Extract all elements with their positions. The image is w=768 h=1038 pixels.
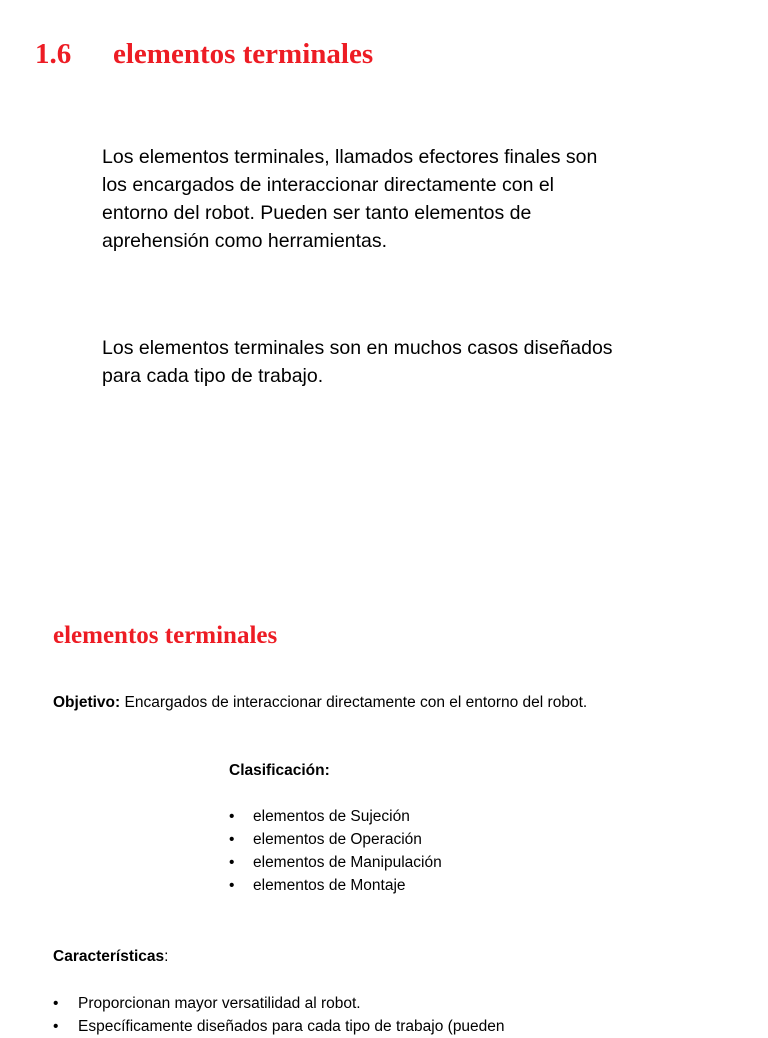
classification-item: elementos de Manipulación	[253, 854, 442, 871]
classification-item: elementos de Sujeción	[253, 808, 410, 825]
characteristics-list	[53, 992, 505, 1038]
summary-title: elementos terminales	[53, 622, 278, 649]
slide-summary	[0, 580, 768, 1035]
bullet-icon: •	[229, 808, 235, 825]
classification-heading: Clasificación:	[229, 762, 330, 779]
characteristics-heading-text: Características	[53, 948, 165, 965]
bullet-icon: •	[229, 854, 235, 871]
intro-paragraph-line: Los elementos terminales, llamados efectores finales son	[102, 146, 598, 168]
intro-paragraph	[102, 143, 702, 255]
objective-line	[53, 692, 587, 714]
objective-text: Encargados de interaccionar directamente con el entorno del robot.	[124, 694, 588, 711]
list-item	[229, 851, 442, 874]
bullet-icon: •	[229, 877, 235, 894]
objective-label: Objetivo:	[53, 694, 121, 711]
characteristics-item: Específicamente diseñados para cada tipo de trabajo (pueden	[78, 1018, 505, 1035]
section-title-text: elementos terminales	[113, 38, 374, 70]
characteristics-heading	[53, 946, 168, 968]
list-item	[229, 828, 442, 851]
intro-paragraph-line: aprehensión como herramientas.	[102, 230, 388, 252]
bullet-icon: •	[53, 995, 59, 1012]
bullet-icon: •	[53, 1018, 59, 1035]
section-title	[35, 32, 373, 76]
classification-list	[229, 805, 442, 897]
classification-item: elementos de Montaje	[253, 877, 406, 894]
characteristics-heading-colon: :	[164, 948, 169, 965]
design-paragraph-line: para cada tipo de trabajo.	[102, 365, 324, 387]
classification-item: elementos de Operación	[253, 831, 422, 848]
design-paragraph-line: Los elementos terminales son en muchos casos diseñados	[102, 337, 613, 359]
list-item	[53, 1015, 505, 1038]
list-item	[53, 992, 505, 1015]
list-item	[229, 805, 442, 828]
characteristics-item: Proporcionan mayor versatilidad al robot.	[78, 995, 361, 1012]
design-paragraph	[102, 334, 702, 390]
list-item	[229, 874, 442, 897]
intro-paragraph-line: los encargados de interaccionar directamente con el	[102, 174, 555, 196]
intro-paragraph-line: entorno del robot. Pueden ser tanto elementos de	[102, 202, 532, 224]
bullet-icon: •	[229, 831, 235, 848]
section-number: 1.6	[35, 38, 72, 70]
